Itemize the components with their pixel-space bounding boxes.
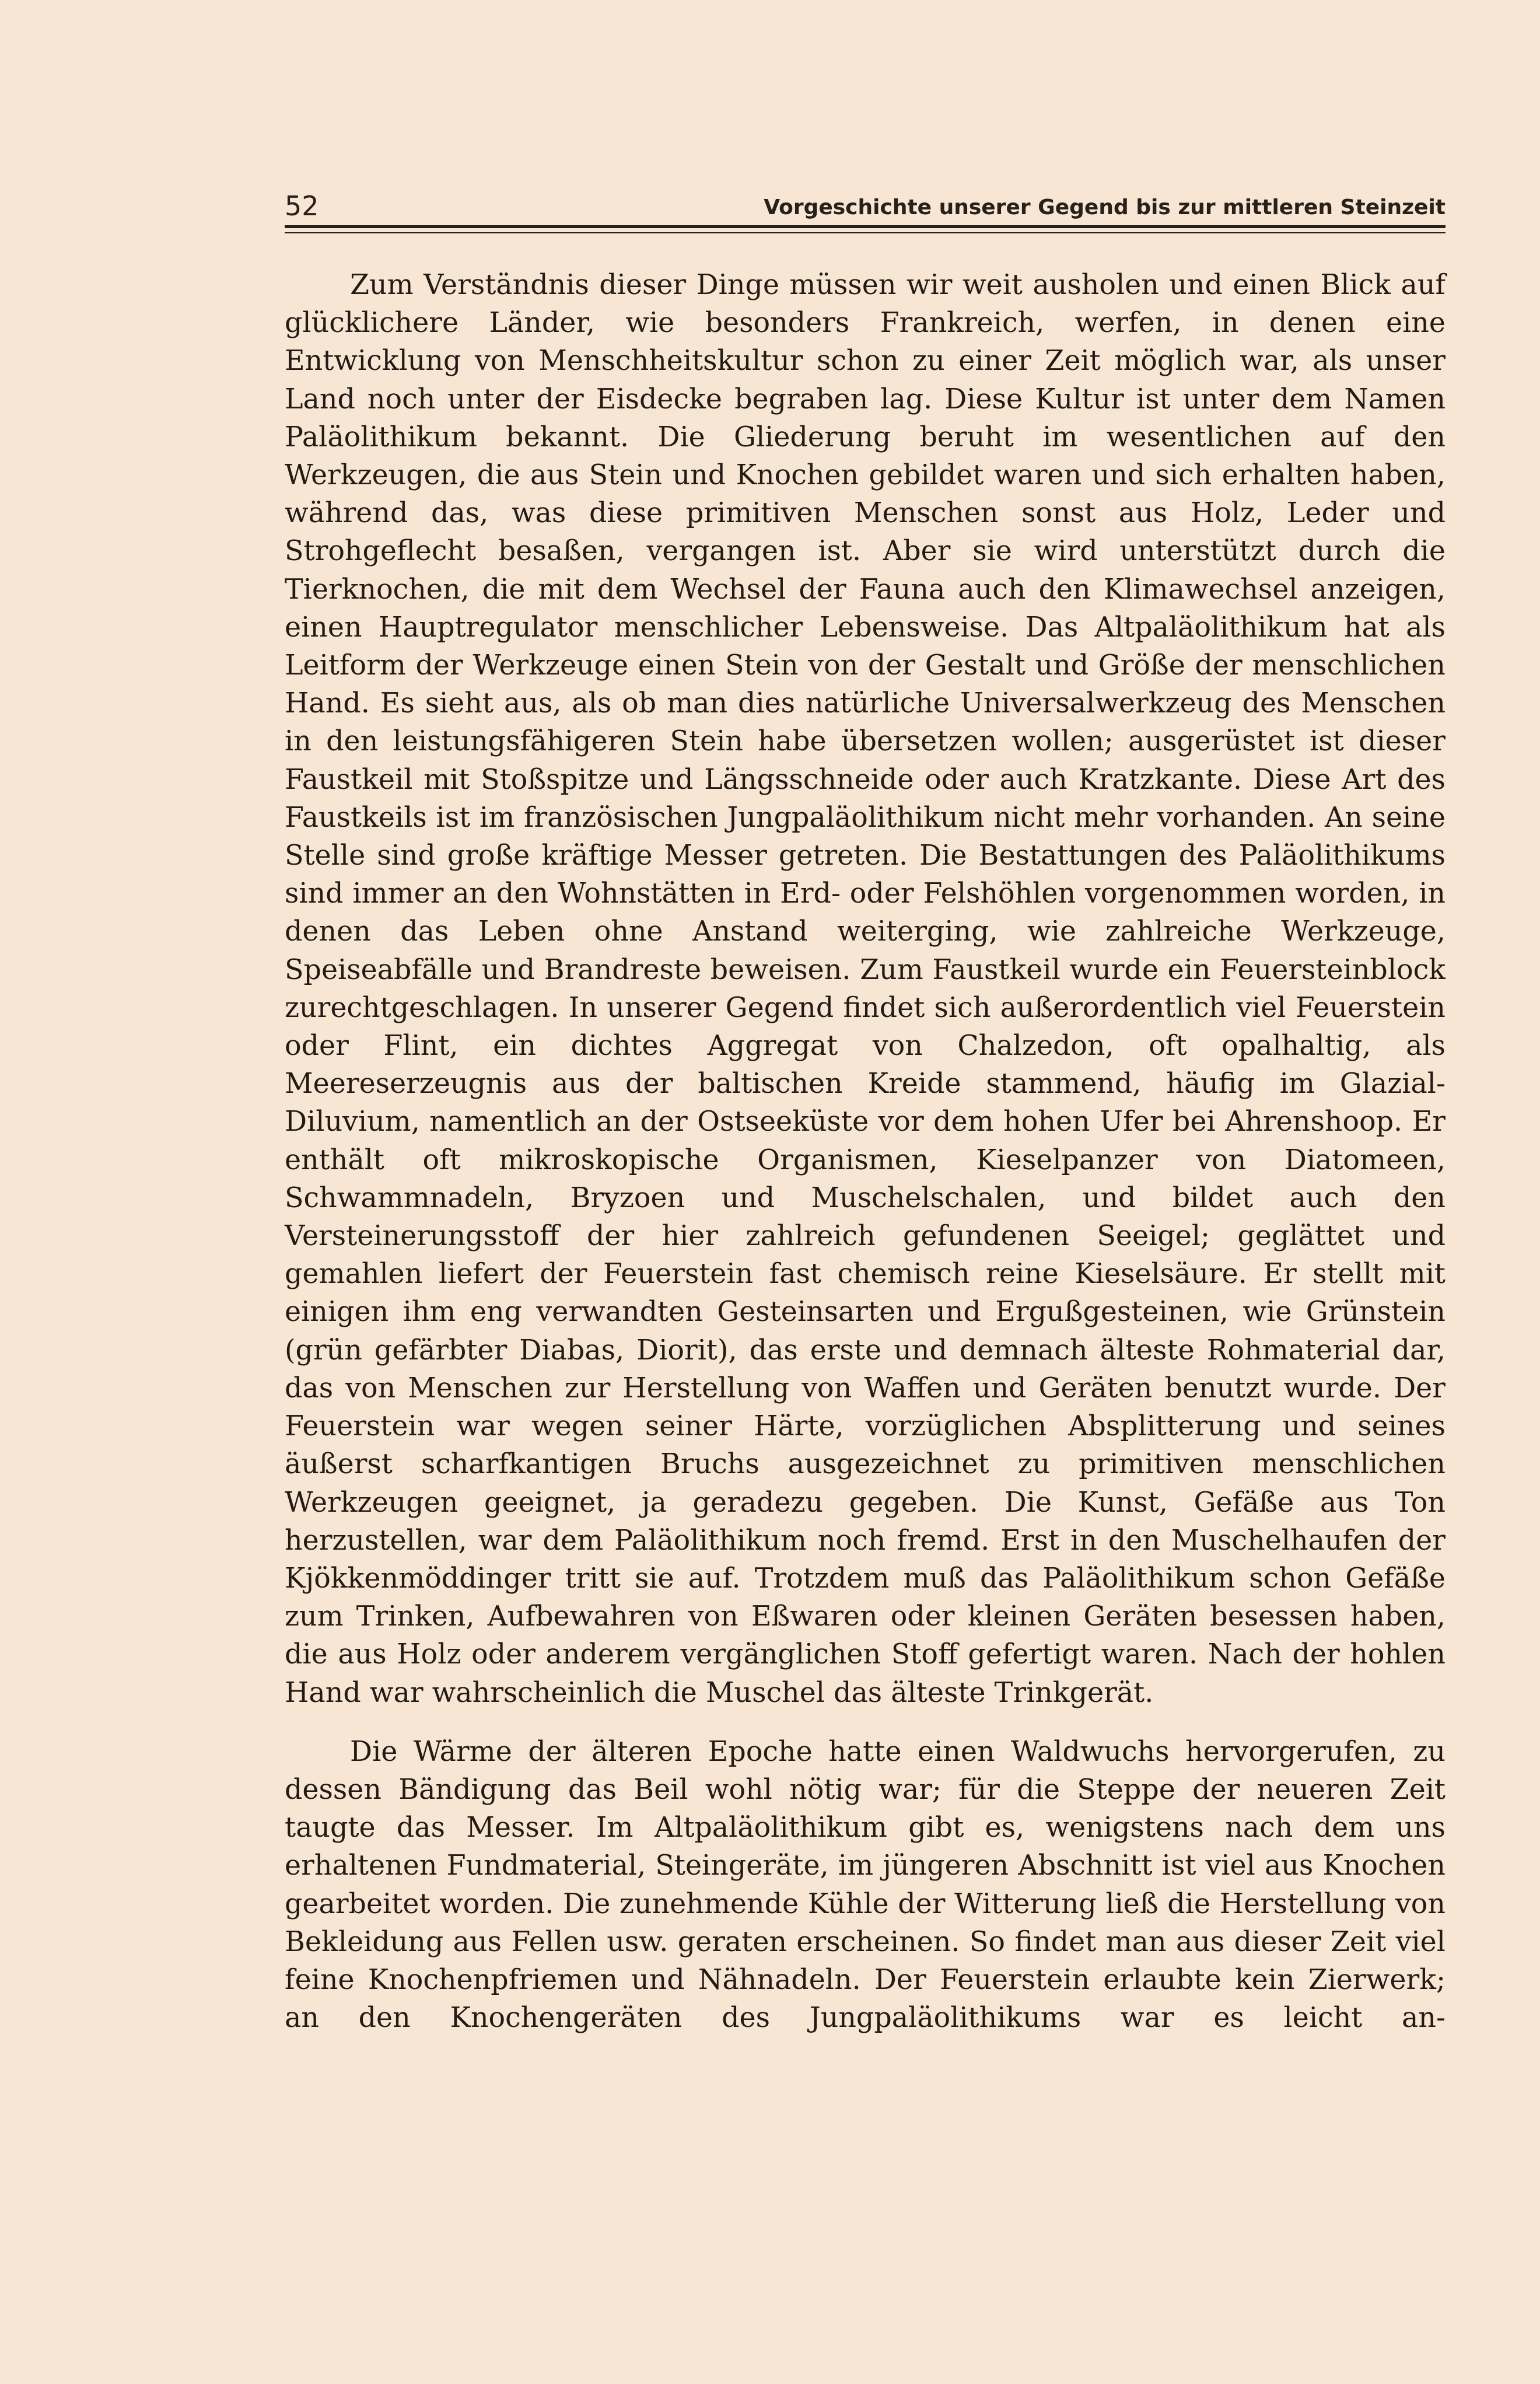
page-number: 52	[285, 190, 319, 222]
header-rule-thin	[285, 232, 1446, 233]
page-header	[285, 182, 1446, 223]
paragraph: Zum Verständnis dieser Dinge müssen wir weit ausholen und einen Blick auf glücklichere Länder, wie besonders Frankreich, werfen, in denen eine Entwicklung von Menschheitskultur schon zu einer Zeit möglich war, als unser Land noch unter der Eisdecke begraben lag. Diese Kultur ist unter dem Namen Paläolithikum bekannt. Die Gliederung beruht im wesentlichen auf den Werkzeugen, die aus Stein und Knochen gebildet waren und sich erhalten haben, während das, was diese primitiven Menschen sonst aus Holz, Leder und Strohgeflecht besaßen, vergangen ist. Aber sie wird unterstützt durch die Tierknochen, die mit dem Wechsel der Fauna auch den Klimawechsel anzeigen, einen Hauptregulator menschlicher Lebensweise. Das Altpaläolithikum hat als Leitform der Werkzeuge einen Stein von der Gestalt und Größe der menschlichen Hand. Es sieht aus, als ob man dies natürliche Universalwerkzeug des Menschen in den leistungsfähigeren Stein habe übersetzen wollen; ausgerüstet ist dieser Faustkeil mit Stoßspitze und Längsschneide oder auch Kratzkante. Diese Art des Faustkeils ist im französischen Jungpaläolithikum nicht mehr vorhanden. An seine Stelle sind große kräftige Messer getreten. Die Bestattungen des Paläolithikums sind immer an den Wohnstätten in Erd- oder Felshöhlen vorgenommen worden, in denen das Leben ohne Anstand weiterging, wie zahlreiche Werkzeuge, Speiseabfälle und Brandreste beweisen. Zum Faustkeil wurde ein Feuersteinblock zurechtgeschlagen. In unserer Gegend findet sich außerordentlich viel Feuerstein oder Flint, ein dichtes Aggregat von Chalzedon, oft opalhaltig, als Meereserzeugnis aus der baltischen Kreide stammend, häufig im Glazial-Diluvium, namentlich an der Ostseeküste vor dem hohen Ufer bei Ahrenshoop. Er enthält oft mikroskopische Organismen, Kieselpanzer von Diatomeen, Schwammnadeln, Bryzoen und Muschelschalen, und bildet auch den Versteinerungsstoff der hier zahlreich gefundenen Seeigel; geglättet und gemahlen liefert der Feuerstein fast chemisch reine Kieselsäure. Er stellt mit einigen ihm eng verwandten Gesteinsarten und Ergußgesteinen, wie Grünstein (grün gefärbter Diabas, Diorit), das erste und demnach älteste Rohmaterial dar, das von Menschen zur Herstellung von Waffen und Geräten benutzt wurde. Der Feuerstein war wegen seiner Härte, vorzüglichen Absplitterung und seines äußerst scharfkantigen Bruchs ausgezeichnet zu primitiven menschlichen Werkzeugen geeignet, ja geradezu gegeben. Die Kunst, Gefäße aus Ton herzustellen, war dem Paläolithikum noch fremd. Erst in den Muschelhaufen der Kjökkenmöddinger tritt sie auf. Trotzdem muß das Paläolithikum schon Gefäße zum Trinken, Aufbewahren von Eßwaren oder kleinen Geräten besessen haben, die aus Holz oder anderem vergänglichen Stoff gefertigt waren. Nach der hohlen Hand war wahrscheinlich die Muschel das älteste Trinkgerät.	[285, 269, 1446, 1709]
paragraph: Die Wärme der älteren Epoche hatte einen Waldwuchs hervorgerufen, zu dessen Bändigung das Beil wohl nötig war; für die Steppe der neueren Zeit taugte das Messer. Im Altpaläolithikum gibt es, wenigstens nach dem uns erhaltenen Fundmaterial, Steingeräte, im jüngeren Abschnitt ist viel aus Knochen gearbeitet worden. Die zunehmende Kühle der Witterung ließ die Herstellung von Bekleidung aus Fellen usw. geraten erscheinen. So findet man aus dieser Zeit viel feine Knochenpfriemen und Nähnadeln. Der Feuerstein erlaubte kein Zierwerk; an den Knochengeräten des Jungpaläolithikums war es leicht an-	[285, 1735, 1446, 2035]
body-text	[285, 266, 1446, 2037]
header-rule-thick	[285, 225, 1446, 228]
running-title: Vorgeschichte unserer Gegend bis zur mittleren Steinzeit	[764, 195, 1446, 219]
